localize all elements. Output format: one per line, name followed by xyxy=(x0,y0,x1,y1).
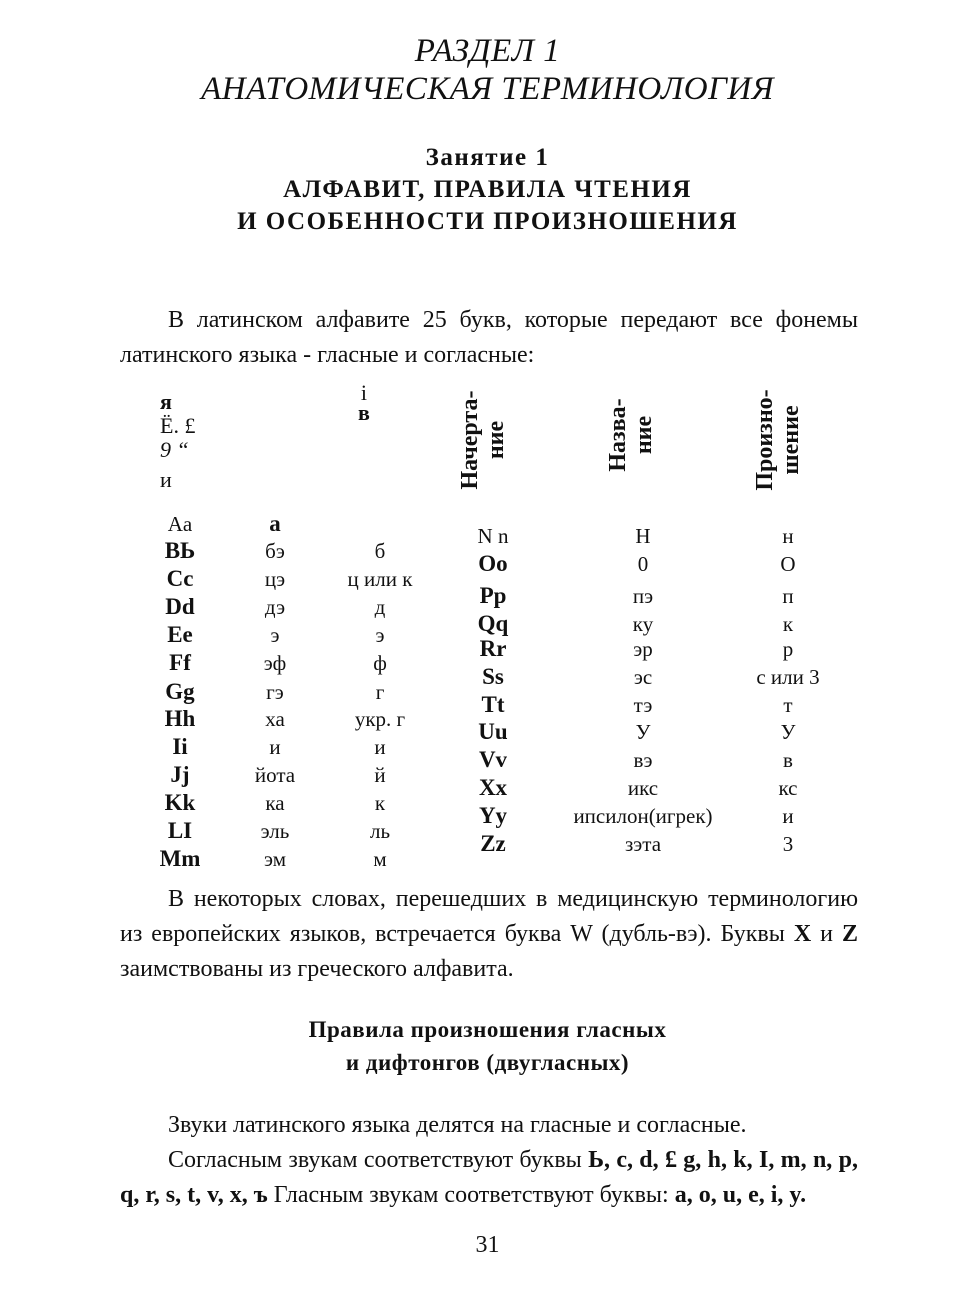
left-sound: б xyxy=(374,539,386,563)
left-letter: Ee xyxy=(167,622,193,647)
left-sound: д xyxy=(374,595,386,619)
left-sound: й xyxy=(374,763,386,787)
left-letter: Jj xyxy=(170,762,190,787)
right-name: У xyxy=(635,720,651,744)
left-sound: укр. г xyxy=(354,707,406,731)
para4-text2: Гласным звукам соответствуют буквы: xyxy=(267,1182,675,1208)
left-name: дэ xyxy=(264,595,286,619)
left-name: эль xyxy=(260,819,290,843)
right-name: ку xyxy=(632,612,654,636)
right-sound: с или 3 xyxy=(756,665,820,689)
para2-x: X xyxy=(793,921,812,947)
left-letter: Mm xyxy=(159,846,201,871)
para2-text3: заимствованы из греческого алфавита. xyxy=(120,956,514,982)
para4-text1: Согласным звукам соответствуют буквы xyxy=(168,1147,589,1173)
lesson-number: Занятие 1 xyxy=(425,144,550,171)
para2-z: Z xyxy=(842,921,859,947)
right-sound: н xyxy=(782,524,794,548)
right-name: Н xyxy=(635,524,651,548)
left-letter: Ff xyxy=(169,650,191,675)
left-letter: Kk xyxy=(164,790,196,815)
para4-vowels: a, o, u, e, i, y. xyxy=(674,1182,807,1208)
para4-consonants: Ь, c, d, £ g, h, k, I, m, n, p, q, r, s, t, v, x, ъ xyxy=(120,1147,858,1208)
lesson-title-line2: И ОСОБЕННОСТИ ПРОИЗНОШЕНИЯ xyxy=(237,208,738,235)
right-letter: Yy xyxy=(478,803,508,828)
subheading xyxy=(0,1013,975,1079)
left-name: э xyxy=(270,623,280,647)
left-header-line4: и xyxy=(160,467,172,492)
left-name: ха xyxy=(265,707,285,731)
right-sound: к xyxy=(782,612,794,636)
right-letter: Oo xyxy=(478,551,508,576)
left-letter: Аa xyxy=(167,512,193,536)
left-name: а xyxy=(269,511,281,536)
right-letter: Rr xyxy=(479,636,507,661)
left-name: и xyxy=(269,735,281,759)
right-letter: Xx xyxy=(478,775,508,800)
para3: Звуки латинского языка делятся на гласные и согласные. xyxy=(168,1112,747,1138)
left-sound: к xyxy=(374,791,386,815)
left-letter: Dd xyxy=(165,594,195,619)
left-header-line2: Ё. £ xyxy=(160,413,196,438)
table-left-header-mid xyxy=(358,380,370,425)
left-letter: Gg xyxy=(165,679,195,704)
right-letter: Ss xyxy=(482,664,504,689)
left-name: цэ xyxy=(264,567,286,591)
left-letter: Ii xyxy=(172,734,188,759)
right-sound: О xyxy=(780,552,796,576)
left-letter: LI xyxy=(167,818,193,843)
lesson-title-line1: АЛФАВИТ, ПРАВИЛА ЧТЕНИЯ xyxy=(283,176,692,203)
right-name: ипсилон(игрек) xyxy=(573,804,713,828)
header-pronunciation: Произно- шение xyxy=(752,389,804,491)
right-sound: кс xyxy=(778,776,798,800)
right-sound: р xyxy=(782,637,794,661)
left-sound: ц или к xyxy=(347,567,413,591)
left-name: гэ xyxy=(266,680,284,704)
left-letter: ВЬ xyxy=(164,538,196,563)
right-letter: Uu xyxy=(478,719,508,744)
right-name: вэ xyxy=(633,748,653,772)
sounds-paragraphs xyxy=(120,1108,858,1213)
left-header-line1: я xyxy=(160,389,172,414)
left-letter: Hh xyxy=(164,706,196,731)
intro-paragraph xyxy=(120,303,858,373)
header-writing: Начерта- ние xyxy=(457,390,509,490)
para2-text2: и xyxy=(811,921,842,947)
left-sound: э xyxy=(375,623,385,647)
lesson-heading xyxy=(0,142,975,238)
right-sound: 3 xyxy=(782,832,794,856)
right-letter: N n xyxy=(477,524,509,548)
left-name: эф xyxy=(263,651,287,675)
subheading-line1: Правила произношения гласных xyxy=(308,1017,667,1042)
left-header-line6: в xyxy=(358,400,370,425)
left-name: бэ xyxy=(265,539,285,563)
left-letter: Cc xyxy=(166,566,194,591)
table-left-header xyxy=(160,390,195,492)
header-name: Назва- ние xyxy=(605,398,657,472)
right-sound: в xyxy=(783,748,793,772)
right-name: пэ xyxy=(632,584,654,608)
left-name: йота xyxy=(254,763,296,787)
left-sound: м xyxy=(373,847,387,871)
left-name: эм xyxy=(263,847,287,871)
section-number: РАЗДЕЛ 1 xyxy=(414,33,561,69)
right-name: икс xyxy=(627,776,659,800)
right-letter: Tt xyxy=(481,692,505,717)
page-number: 31 xyxy=(475,1232,500,1258)
right-letter: Qq xyxy=(477,611,509,636)
right-sound: т xyxy=(783,693,793,717)
para2-text1: В некоторых словах, перешедших в медицинскую терминологию из европейских языков, встречается буква W (дубль-вэ). Буквы xyxy=(120,886,858,947)
left-header-line5: i xyxy=(360,380,367,405)
right-name: эр xyxy=(633,637,653,661)
right-sound: У xyxy=(780,720,796,744)
right-sound: и xyxy=(782,804,794,828)
left-name: ка xyxy=(265,791,285,815)
paragraph-w-letter xyxy=(120,882,858,987)
right-name: эс xyxy=(633,665,653,689)
left-sound: ль xyxy=(369,819,391,843)
right-sound: п xyxy=(782,584,794,608)
right-name: 0 xyxy=(637,552,649,576)
subheading-line2: и дифтонгов (двугласных) xyxy=(345,1050,630,1075)
section-title xyxy=(0,32,975,108)
section-name: АНАТОМИЧЕСКАЯ ТЕРМИНОЛОГИЯ xyxy=(201,71,774,107)
left-header-line3: 9 “ xyxy=(160,437,189,462)
right-name: тэ xyxy=(633,693,653,717)
left-sound: г xyxy=(375,680,385,704)
right-letter: Zz xyxy=(480,831,506,856)
left-sound: и xyxy=(374,735,386,759)
intro-text: В латинском алфавите 25 букв, которые передают все фонемы латинского языка - гласные и согласные: xyxy=(120,307,858,368)
left-sound: ф xyxy=(373,651,387,675)
right-name: зэта xyxy=(624,832,662,856)
right-letter: Vv xyxy=(478,747,508,772)
right-letter: Pp xyxy=(479,583,507,608)
